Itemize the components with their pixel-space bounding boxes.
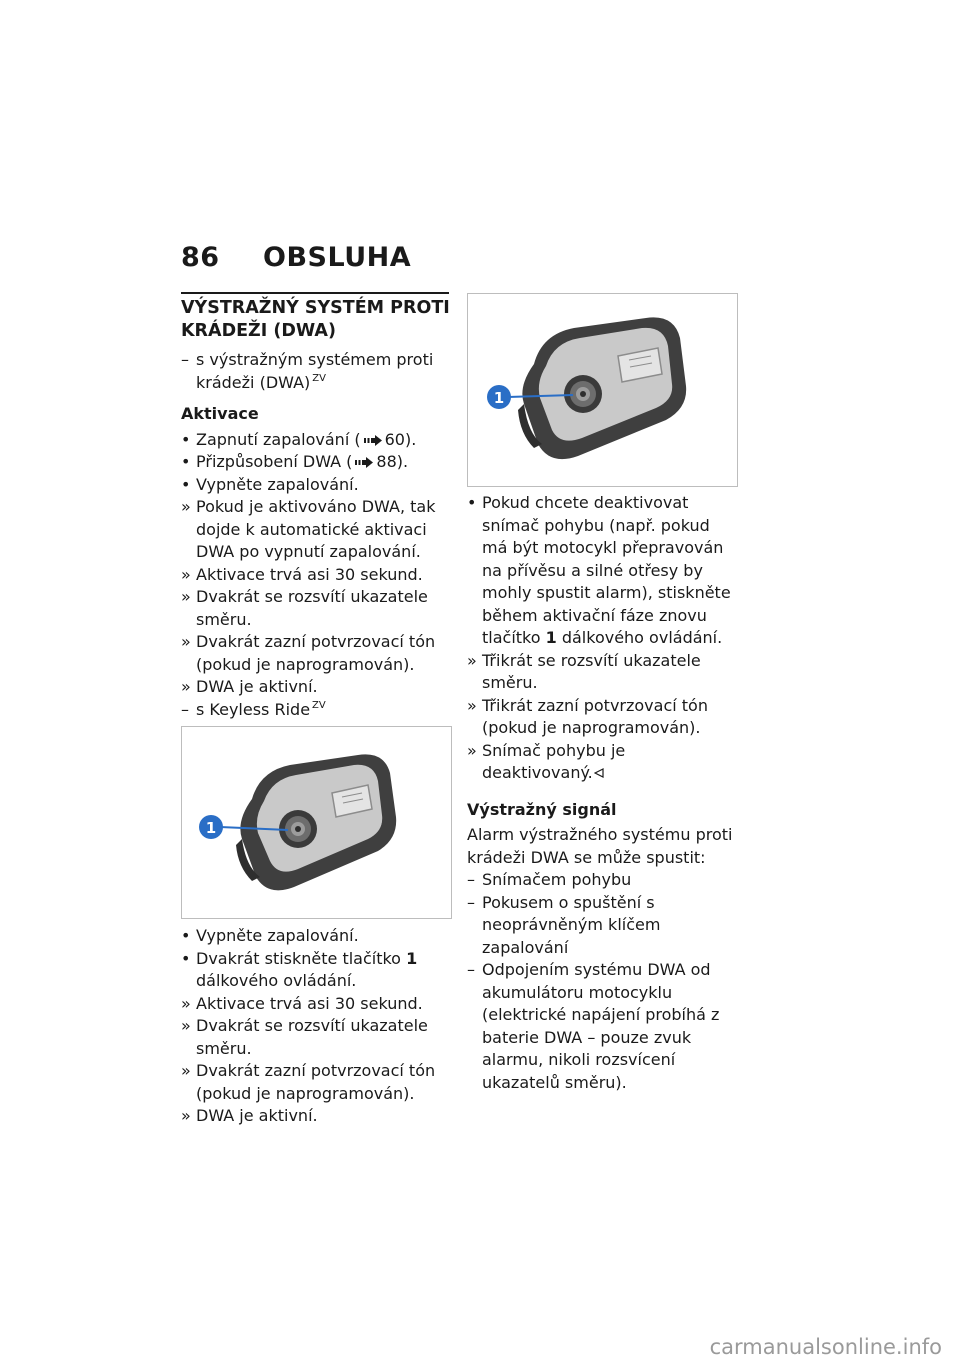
keyless-step-text: Vypněte zapalování.: [196, 926, 359, 945]
remote-key-illustration: [468, 294, 739, 488]
result-text: DWA je aktivní.: [196, 1106, 318, 1125]
activation-title: Aktivace: [181, 404, 259, 423]
keyless-step: [181, 925, 453, 948]
optional-equipment-sup: ZV: [312, 699, 326, 711]
alarm-trigger: [467, 959, 739, 1094]
button-number: 1: [545, 628, 557, 647]
dash-icon: –: [181, 350, 189, 369]
dash-icon: –: [467, 960, 475, 979]
result-text: DWA je aktivní.: [196, 677, 318, 696]
dash-icon: –: [181, 699, 189, 719]
activation-step: [181, 429, 453, 452]
result-arrow-icon: »: [181, 993, 191, 1013]
right-column: [467, 492, 739, 1094]
alarm-title: Výstražný signál: [467, 799, 617, 819]
alarm-trigger: [467, 892, 739, 960]
alarm-trigger-text: Snímačem pohybu: [482, 870, 632, 889]
keyless-note-text: s Keyless Ride: [196, 699, 311, 719]
page-reference-arrow-icon: [364, 435, 382, 446]
keyless-step-text-cont: dálkového ovládání.: [196, 971, 357, 990]
activation-step-text: Zapnutí zapalování (: [196, 429, 361, 449]
figure-callout-label: 1: [205, 819, 217, 837]
result-item: [181, 993, 453, 1016]
activation-step: [181, 451, 453, 474]
button-number: 1: [406, 948, 418, 968]
watermark: carmanualsonline.info: [709, 1335, 942, 1359]
bullet-icon: •: [181, 474, 191, 494]
result-item: [181, 564, 453, 587]
result-arrow-icon: »: [181, 1106, 191, 1125]
result-arrow-icon: »: [181, 1061, 191, 1080]
activation-step-ref: 88).: [376, 452, 409, 471]
result-text: Snímač pohybu je deaktivovaný.: [482, 740, 626, 782]
bullet-icon: •: [181, 429, 191, 449]
equipment-note: [181, 349, 453, 394]
section-title-line1: VÝSTRAŽNÝ SYSTÉM PROTI: [181, 298, 450, 318]
result-arrow-icon: »: [181, 677, 191, 696]
result-arrow-icon: »: [467, 650, 477, 670]
page-title: OBSLUHA: [263, 242, 412, 273]
section-title: [181, 297, 453, 343]
section-title-line2: KRÁDEŽI (DWA): [181, 321, 336, 341]
remote-key-figure: [181, 726, 452, 919]
figure-callout-label: 1: [493, 389, 505, 407]
result-arrow-icon: »: [181, 587, 191, 606]
header-rule: [181, 292, 449, 294]
result-text: Pokud je aktivováno DWA, tak dojde k automatické aktivaci DWA po vypnutí zapalování.: [196, 497, 436, 561]
result-item: [181, 1105, 453, 1128]
motion-step-text-cont: dálkového ovládání.: [556, 628, 723, 647]
result-text: Aktivace trvá asi 30 sekund.: [196, 993, 423, 1013]
dash-icon: –: [467, 870, 475, 889]
bullet-icon: •: [467, 493, 477, 512]
page-reference-arrow-icon: [355, 457, 373, 468]
equipment-note-text: s výstražným systémem proti krádeži (DWA): [196, 350, 434, 392]
page-number: 86: [181, 242, 220, 273]
end-of-section-icon: [594, 768, 604, 778]
result-item: [181, 1060, 453, 1105]
alarm-intro: Alarm výstražného systému proti krádeži DWA se může spustit:: [467, 825, 733, 867]
keyless-step-text: Dvakrát stiskněte tlačítko: [196, 948, 407, 968]
result-arrow-icon: »: [181, 564, 191, 584]
alarm-trigger-text: Odpojením systému DWA od akumulátoru motocyklu (elektrické napájení probíhá z baterie DWA – pouze zvuk alarmu, nikoli rozsvícení ukazatelů směru).: [482, 960, 720, 1092]
keyless-step: [181, 948, 453, 993]
remote-key-figure-right: [467, 293, 738, 487]
bullet-icon: •: [181, 926, 191, 945]
alarm-trigger-text: Pokusem o spuštění s neoprávněným klíčem zapalování: [482, 892, 661, 957]
result-item: [181, 676, 453, 699]
result-arrow-icon: »: [467, 740, 477, 760]
result-item: [181, 1015, 453, 1060]
result-arrow-icon: »: [181, 497, 191, 516]
bullet-icon: •: [181, 452, 191, 471]
activation-step-ref: 60).: [384, 429, 417, 449]
result-item: [181, 631, 453, 676]
result-arrow-icon: »: [181, 1016, 191, 1035]
bullet-icon: •: [181, 948, 191, 968]
result-text: Dvakrát zazní potvrzovací tón (pokud je naprogramován).: [196, 632, 436, 674]
activation-step: [181, 474, 453, 497]
result-text: Aktivace trvá asi 30 sekund.: [196, 564, 423, 584]
result-text: Dvakrát zazní potvrzovací tón (pokud je naprogramován).: [196, 1061, 436, 1103]
optional-equipment-sup: ZV: [312, 372, 326, 384]
motion-sensor-step: [467, 492, 739, 650]
result-text: Třikrát zazní potvrzovací tón (pokud je naprogramován).: [482, 695, 708, 737]
result-text: Dvakrát se rozsvítí ukazatele směru.: [196, 587, 428, 629]
dash-icon: –: [467, 892, 475, 912]
result-item: [181, 586, 453, 631]
result-item: [467, 695, 739, 740]
result-text: Dvakrát se rozsvítí ukazatele směru.: [196, 1016, 428, 1058]
activation-step-text: Přizpůsobení DWA (: [196, 452, 353, 471]
activation-step-text: Vypněte zapalování.: [196, 474, 359, 494]
remote-key-illustration: [182, 727, 453, 920]
result-arrow-icon: »: [467, 695, 477, 715]
motion-step-text: Pokud chcete deaktivovat snímač pohybu (např. pokud má být motocykl přepravován na přívěsu a silné otřesy by mohly spustit alarm), stiskněte během aktivační fáze znovu tlačítko: [482, 493, 731, 647]
alarm-trigger: [467, 869, 739, 892]
result-arrow-icon: »: [181, 632, 191, 651]
result-item: [181, 496, 453, 564]
result-item: [467, 650, 739, 695]
left-column: [181, 297, 453, 1128]
result-item: [467, 740, 739, 785]
page-header: [181, 242, 411, 273]
result-text: Třikrát se rozsvítí ukazatele směru.: [482, 650, 701, 692]
keyless-note: [181, 699, 453, 722]
